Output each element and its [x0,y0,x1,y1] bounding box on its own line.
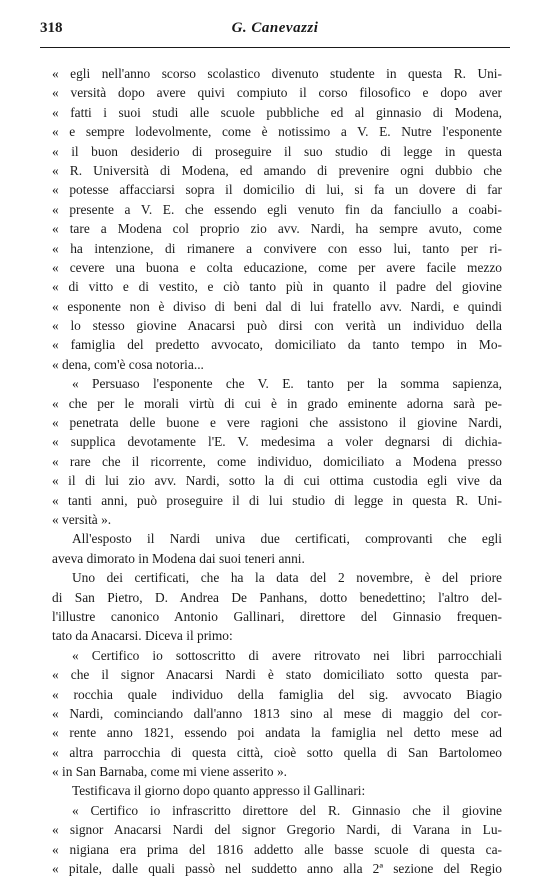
text-line: « in San Barnaba, come mi viene asserito ». [52,764,288,780]
text-line: « famiglia del predetto avvocato, domiciliato da tanto tempo in Mo- [52,337,502,353]
text-line: « rare che il ricorrente, come individuo, domiciliato a Modena presso [52,453,502,469]
text-line: aveva dimorato in Modena dai suoi teneri anni. [52,550,305,566]
page-number: 318 [40,20,63,36]
text-line: « altra parrocchia di questa città, cioè sotto quella di San Bartolomeo [52,744,502,760]
text-line: « rocchia quale individuo della famiglia del sig. avvocato Biagio [52,686,502,702]
text-line: « egli nell'anno scorso scolastico divenuto studente in questa R. Uni- [52,66,502,81]
text-line: « signor Anacarsi Nardi del signor Gregorio Nardi, di Varana in Lu- [52,822,502,838]
text-line: « tanti anni, può proseguire il di lui studio di legge in questa R. Uni- [52,492,502,508]
running-head: G. Canevazzi [231,20,319,36]
text-line: « esponente non è diviso di beni dal di lui fratello avv. Nardi, e quindi [52,298,502,314]
text-line: « rente anno 1821, essendo poi andata la famiglia nel detto mese ad [52,725,502,741]
text-line: « e sempre lodevolmente, come è notissimo a V. E. Nutre l'esponente [52,124,502,140]
text-line: « Nardi, cominciando dall'anno 1813 sino al mese di maggio del cor- [52,705,502,721]
text-line: « il buon desiderio di proseguire il suo studio di legge in questa [52,143,502,159]
text-line: « di vitto e di vestito, e ciò tanto più in quanto il padre del giovine [52,279,502,295]
text-line: « cevere una buona e colta educazione, come per avere facile mezzo [52,259,502,275]
text-line: l'illustre canonico Antonio Gallinari, direttore del Ginnasio frequen- [52,608,502,624]
text-line: Uno dei certificati, che ha la data del 2 novembre, è del priore [72,570,502,586]
text-line: « fatti i suoi studi alle scuole pubbliche ed al ginnasio di Modena, [52,104,502,120]
text-line: « ha intenzione, di rimanere a convivere con esso lui, tanto per ri- [52,240,502,256]
text-line: « tare a Modena col proprio zio avv. Nardi, ha sempre avuto, come [52,221,502,237]
text-line: « penetrata delle buone e vere ragioni che assistono il giovine Nardi, [52,415,502,431]
body-text [52,64,502,878]
text-line: Testificava il giorno dopo quanto appresso il Gallinari: [72,783,366,799]
text-line: di San Pietro, D. Andrea De Panhans, dotto benedettino; l'altro del- [52,589,502,605]
text-line: « Certifico io sottoscritto di avere ritrovato nei libri parrocchiali [72,647,502,663]
text-line: « supplica devotamente l'E. V. medesima a voler degnarsi di dichia- [52,434,502,450]
text-line: « che per le morali virtù di cui è in grado eminente adorna sarà pe- [52,395,502,411]
text-line: « pitale, dalle quali passò nel suddetto anno alla 2ª sezione del Regio [52,861,502,877]
text-line: « che il signor Anacarsi Nardi è stato domiciliato sotto questa par- [52,667,502,683]
text-line: « presente a V. E. che essendo egli venuto fin da fanciullo a coabi- [52,201,502,217]
text-line: « lo stesso giovine Anacarsi può dirsi con verità un individuo della [52,318,502,334]
text-line: tato da Anacarsi. Diceva il primo: [52,628,233,644]
text-line: All'esposto il Nardi univa due certificati, comprovanti che egli [72,531,502,547]
text-line: « nigiana era prima del 1816 addetto alle basse scuole di questa ca- [52,841,502,857]
page-header [40,20,510,44]
text-line: « dena, com'è cosa notoria... [52,356,204,372]
text-line: « il di lui zio avv. Nardi, sotto la di cui ottima custodia egli vive da [52,473,502,489]
text-line: « versità ». [52,511,112,527]
text-line: « Certifico io infrascritto direttore del R. Ginnasio che il giovine [72,802,502,818]
text-line: « potesse affacciarsi sopra il domicilio di lui, si fa un dovere di far [52,182,502,198]
text-line: « Persuaso l'esponente che V. E. tanto per la somma sapienza, [72,376,502,392]
text-line: « versità dopo avere quivi compiuto il corso filosofico e dopo aver [52,85,502,101]
text-line: « R. Università di Modena, ed amando di prevenire ogni dubbio che [52,162,502,178]
header-rule [40,47,510,48]
